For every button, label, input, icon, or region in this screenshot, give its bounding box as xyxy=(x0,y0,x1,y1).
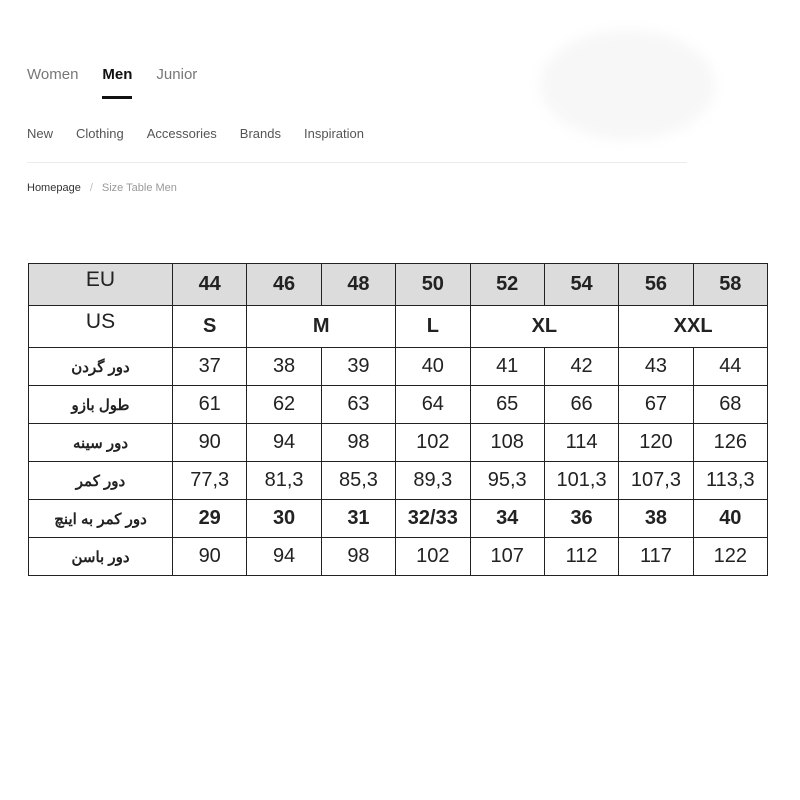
eu-size-row xyxy=(29,264,768,306)
measurement-row xyxy=(29,386,768,424)
blurred-overlay xyxy=(540,30,715,140)
measurement-value: 120 xyxy=(619,424,693,462)
nav-accessories[interactable]: Accessories xyxy=(146,126,217,141)
breadcrumb-separator: / xyxy=(89,182,93,194)
measurement-value: 122 xyxy=(693,538,767,576)
measurement-value: 62 xyxy=(247,386,321,424)
measurement-value: 113,3 xyxy=(693,462,767,500)
measurement-row xyxy=(29,538,768,576)
measurement-value: 81,3 xyxy=(247,462,321,500)
measurement-value: 95,3 xyxy=(470,462,544,500)
measurement-value: 112 xyxy=(544,538,618,576)
us-size: L xyxy=(396,306,470,348)
measurement-value: 117 xyxy=(619,538,693,576)
measurement-value: 41 xyxy=(470,348,544,386)
measurement-value: 39 xyxy=(321,348,395,386)
measurement-value: 98 xyxy=(321,538,395,576)
measurement-value: 102 xyxy=(396,538,470,576)
nav-brands[interactable]: Brands xyxy=(239,126,281,141)
measurement-value: 102 xyxy=(396,424,470,462)
measurement-value: 34 xyxy=(470,500,544,538)
measurement-label: دور گردن xyxy=(29,348,173,386)
nav-divider xyxy=(27,162,687,163)
measurement-value: 77,3 xyxy=(173,462,247,500)
nav-women[interactable]: Women xyxy=(27,66,79,83)
measurement-value: 29 xyxy=(173,500,247,538)
us-size: M xyxy=(247,306,396,348)
measurement-rows xyxy=(29,348,768,576)
measurement-value: 43 xyxy=(619,348,693,386)
measurement-value: 107,3 xyxy=(619,462,693,500)
measurement-value: 40 xyxy=(693,500,767,538)
measurement-value: 107 xyxy=(470,538,544,576)
measurement-value: 101,3 xyxy=(544,462,618,500)
us-size: XL xyxy=(470,306,619,348)
measurement-value: 38 xyxy=(247,348,321,386)
measurement-value: 114 xyxy=(544,424,618,462)
eu-size: 56 xyxy=(619,264,693,306)
measurement-row xyxy=(29,348,768,386)
measurement-value: 36 xyxy=(544,500,618,538)
measurement-value: 64 xyxy=(396,386,470,424)
eu-size: 48 xyxy=(321,264,395,306)
measurement-value: 65 xyxy=(470,386,544,424)
measurement-value: 63 xyxy=(321,386,395,424)
measurement-value: 85,3 xyxy=(321,462,395,500)
measurement-label: دور باسن xyxy=(29,538,173,576)
measurement-value: 31 xyxy=(321,500,395,538)
us-label: US xyxy=(29,306,173,348)
breadcrumb-current: Size Table Men xyxy=(101,182,177,194)
measurement-value: 94 xyxy=(247,424,321,462)
category-nav xyxy=(27,126,364,141)
measurement-value: 126 xyxy=(693,424,767,462)
nav-men[interactable]: Men xyxy=(102,66,132,99)
nav-junior[interactable]: Junior xyxy=(156,66,198,83)
gender-nav xyxy=(27,66,197,99)
us-size-row xyxy=(29,306,768,348)
breadcrumb xyxy=(27,182,177,194)
nav-new[interactable]: New xyxy=(27,126,54,141)
eu-size: 58 xyxy=(693,264,767,306)
measurement-value: 30 xyxy=(247,500,321,538)
eu-size: 52 xyxy=(470,264,544,306)
measurement-label: دور کمر به اینچ xyxy=(29,500,173,538)
measurement-row xyxy=(29,424,768,462)
measurement-value: 68 xyxy=(693,386,767,424)
measurement-label: طول بازو xyxy=(29,386,173,424)
nav-inspiration[interactable]: Inspiration xyxy=(304,126,364,141)
measurement-value: 44 xyxy=(693,348,767,386)
eu-size: 44 xyxy=(173,264,247,306)
us-size: S xyxy=(173,306,247,348)
measurement-value: 42 xyxy=(544,348,618,386)
measurement-value: 94 xyxy=(247,538,321,576)
measurement-row xyxy=(29,462,768,500)
eu-size: 54 xyxy=(544,264,618,306)
measurement-value: 38 xyxy=(619,500,693,538)
nav-clothing[interactable]: Clothing xyxy=(76,126,124,141)
eu-size: 46 xyxy=(247,264,321,306)
measurement-value: 40 xyxy=(396,348,470,386)
eu-label: EU xyxy=(29,264,173,306)
measurement-value: 98 xyxy=(321,424,395,462)
measurement-label: دور کمر xyxy=(29,462,173,500)
measurement-value: 66 xyxy=(544,386,618,424)
measurement-value: 90 xyxy=(173,424,247,462)
measurement-value: 67 xyxy=(619,386,693,424)
breadcrumb-home[interactable]: Homepage xyxy=(27,182,81,194)
measurement-value: 108 xyxy=(470,424,544,462)
measurement-value: 37 xyxy=(173,348,247,386)
measurement-value: 61 xyxy=(173,386,247,424)
measurement-label: دور سینه xyxy=(29,424,173,462)
measurement-value: 89,3 xyxy=(396,462,470,500)
eu-size: 50 xyxy=(396,264,470,306)
measurement-value: 32/33 xyxy=(396,500,470,538)
size-table xyxy=(28,263,768,576)
measurement-row xyxy=(29,500,768,538)
us-size: XXL xyxy=(619,306,768,348)
measurement-value: 90 xyxy=(173,538,247,576)
